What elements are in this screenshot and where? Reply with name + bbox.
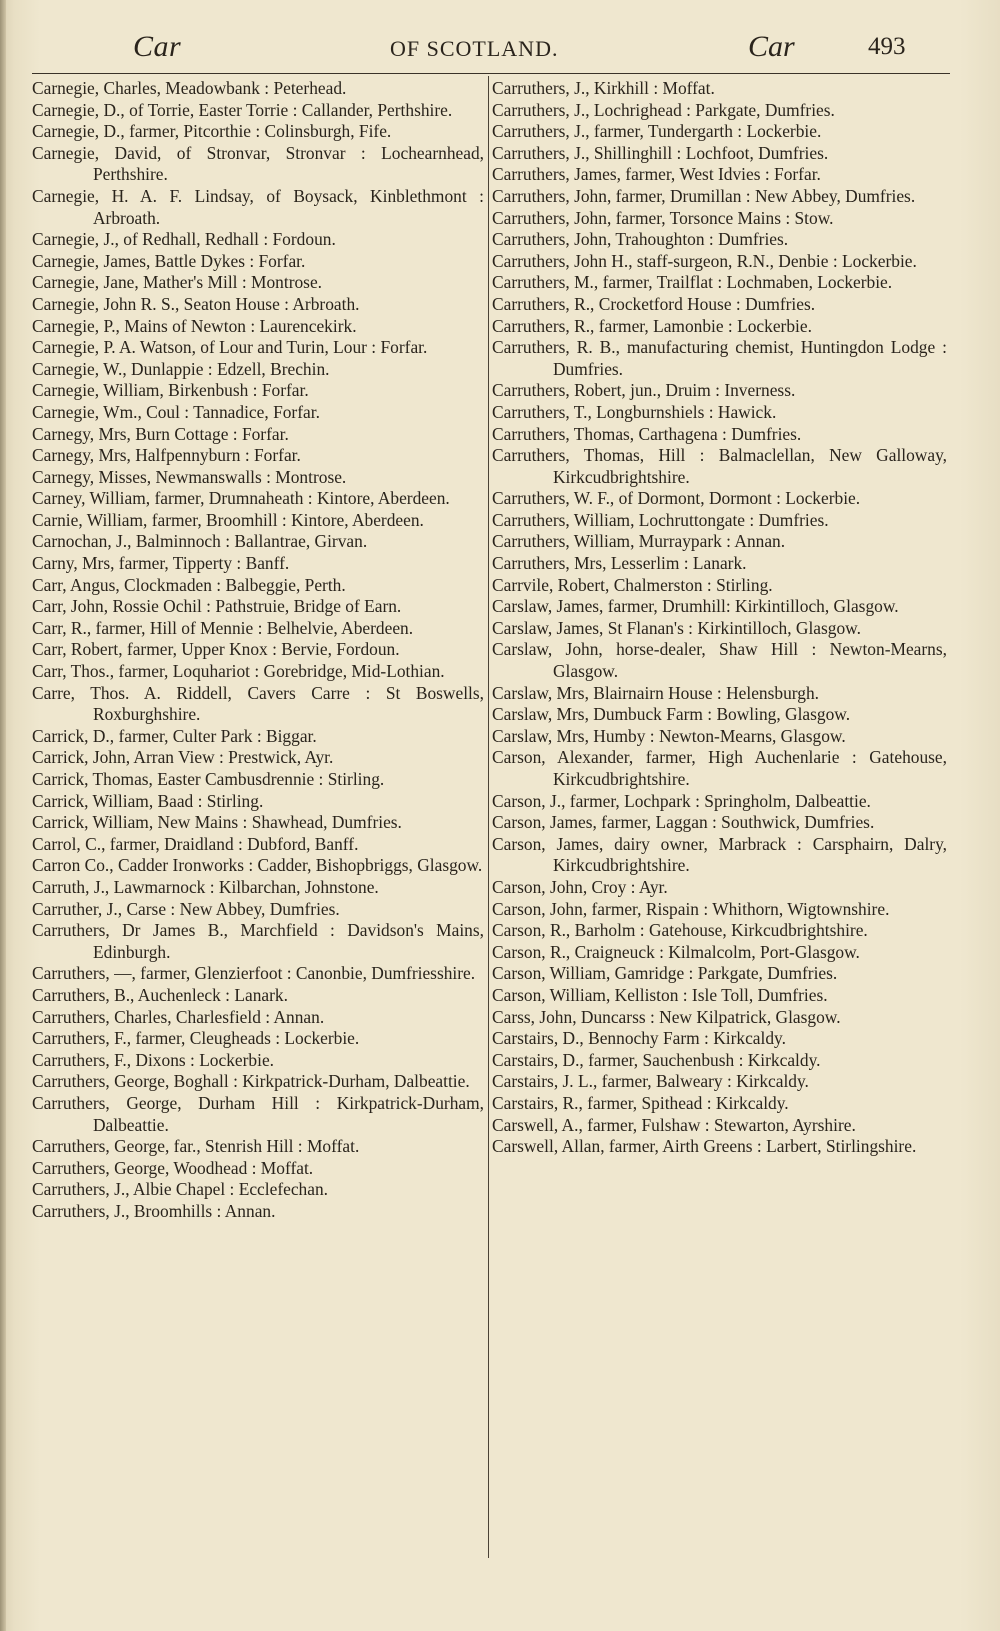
directory-entry: Carson, James, farmer, Laggan : Southwick, Dumfries.	[492, 812, 875, 833]
directory-entry: Carrick, William, Baad : Stirling.	[32, 790, 264, 811]
directory-entry: Carruthers, J., Lochrighead : Parkgate, Dumfries.	[492, 99, 835, 120]
directory-entry: Carslaw, James, St Flanan's : Kirkintilloch, Glasgow.	[492, 617, 861, 638]
directory-entry: Carruthers, B., Auchenleck : Lanark.	[32, 984, 288, 1005]
directory-entry: Carnegie, David, of Stronvar, Stronvar : Lochearnhead, Perthshire.	[32, 142, 484, 185]
directory-entry: Carruthers, Thomas, Hill : Balmaclellan, New Galloway, Kirkcudbrightshire.	[492, 445, 947, 487]
directory-entry: Carnegie, James, Battle Dykes : Forfar.	[32, 250, 306, 271]
directory-entry: Carruthers, J., Broomhills : Annan.	[32, 1200, 276, 1221]
right-column	[492, 78, 947, 1158]
directory-entry: Carson, James, dairy owner, Marbrack : Carsphairn, Dalry, Kirkcudbrightshire.	[492, 833, 947, 876]
running-header	[30, 28, 960, 68]
directory-entry: Carslaw, Mrs, Dumbuck Farm : Bowling, Glasgow.	[492, 704, 851, 725]
directory-entry: Carruthers, R., farmer, Lamonbie : Lockerbie.	[492, 315, 812, 336]
directory-entry: Carruthers, George, far., Stenrish Hill : Moffat.	[32, 1136, 360, 1157]
directory-entry: Carnegie, Wm., Coul : Tannadice, Forfar.	[32, 401, 320, 422]
directory-entry: Carstairs, J. L., farmer, Balweary : Kirkcaldy.	[492, 1071, 809, 1092]
directory-entry: Carruthers, John, Trahoughton : Dumfries.	[492, 229, 789, 250]
directory-entry: Carruther, J., Carse : New Abbey, Dumfries.	[32, 898, 340, 919]
directory-entry: Carruthers, John H., staff-surgeon, R.N., Denbie : Lockerbie.	[492, 250, 917, 271]
directory-entry: Carrick, D., farmer, Culter Park : Biggar.	[32, 725, 317, 746]
directory-entry: Carslaw, James, farmer, Drumhill: Kirkintilloch, Glasgow.	[492, 596, 899, 617]
directory-entry: Carny, Mrs, farmer, Tipperty : Banff.	[32, 553, 290, 574]
header-rule	[32, 73, 950, 74]
directory-entry: Carnegie, William, Birkenbush : Forfar.	[32, 380, 309, 401]
directory-entry: Carruthers, F., farmer, Cleugheads : Lockerbie.	[32, 1028, 360, 1049]
directory-entry: Carson, Alexander, farmer, High Auchenlarie : Gatehouse, Kirkcudbrightshire.	[492, 747, 947, 789]
directory-entry: Carnegie, Charles, Meadowbank : Peterhead.	[32, 78, 347, 98]
directory-entry: Carruthers, R. B., manufacturing chemist, Huntingdon Lodge : Dumfries.	[492, 337, 947, 379]
directory-entry: Carney, William, farmer, Drumnaheath : Kintore, Aberdeen.	[32, 488, 450, 509]
directory-entry: Carslaw, Mrs, Blairnairn House : Helensburgh.	[492, 682, 819, 703]
directory-entry: Carruthers, Charles, Charlesfield : Annan.	[32, 1006, 325, 1027]
directory-entry: Carnochan, J., Balminnoch : Ballantrae, Girvan.	[32, 531, 368, 552]
directory-entry: Carnegy, Mrs, Halfpennyburn : Forfar.	[32, 445, 301, 466]
directory-entry: Carruthers, Mrs, Lesserlim : Lanark.	[492, 553, 747, 574]
directory-entry: Carruthers, M., farmer, Trailflat : Lochmaben, Lockerbie.	[492, 272, 893, 293]
directory-entry: Carnegie, P., Mains of Newton : Laurencekirk.	[32, 315, 357, 336]
directory-entry: Carnegie, W., Dunlappie : Edzell, Brechin.	[32, 358, 330, 379]
directory-entry: Carnegie, John R. S., Seaton House : Arbroath.	[32, 293, 360, 314]
directory-entry: Carrol, C., farmer, Draidland : Dubford, Banff.	[32, 833, 359, 854]
directory-entry: Carr, Robert, farmer, Upper Knox : Bervie, Fordoun.	[32, 639, 400, 660]
directory-entry: Carrick, William, New Mains : Shawhead, Dumfries.	[32, 812, 402, 833]
directory-entry: Carson, John, Croy : Ayr.	[492, 876, 668, 897]
column-divider	[488, 76, 489, 1558]
directory-entry: Carson, William, Gamridge : Parkgate, Dumfries.	[492, 963, 838, 984]
directory-entry: Carnegie, H. A. F. Lindsay, of Boysack, Kinblethmont : Arbroath.	[32, 185, 484, 228]
directory-entry: Carnegie, P. A. Watson, of Lour and Turin, Lour : Forfar.	[32, 337, 428, 358]
directory-entry: Carson, R., Barholm : Gatehouse, Kirkcudbrightshire.	[492, 920, 868, 941]
directory-entry: Carslaw, John, horse-dealer, Shaw Hill : Newton-Mearns, Glasgow.	[492, 639, 947, 682]
directory-entry: Carr, John, Rossie Ochil : Pathstruie, Bridge of Earn.	[32, 596, 402, 617]
directory-entry: Carruthers, J., farmer, Tundergarth : Lockerbie.	[492, 121, 822, 142]
directory-entry: Carruthers, John, farmer, Drumillan : New Abbey, Dumfries.	[492, 185, 916, 206]
directory-entry: Carswell, A., farmer, Fulshaw : Stewarton, Ayrshire.	[492, 1114, 856, 1135]
directory-entry: Carruthers, William, Murraypark : Annan.	[492, 531, 786, 552]
directory-entry: Carruthers, Dr James B., Marchfield : Davidson's Mains, Edinburgh.	[32, 920, 484, 962]
directory-entry: Carruthers, T., Longburnshiels : Hawick.	[492, 401, 777, 422]
directory-entry: Carrvile, Robert, Chalmerston : Stirling.	[492, 574, 773, 595]
directory-entry: Carnegie, Jane, Mather's Mill : Montrose.	[32, 272, 323, 293]
directory-entry: Carnie, William, farmer, Broomhill : Kintore, Aberdeen.	[32, 509, 424, 530]
directory-entry: Carruthers, John, farmer, Torsonce Mains : Stow.	[492, 207, 834, 228]
directory-entry: Carss, John, Duncarss : New Kilpatrick, Glasgow.	[492, 1006, 841, 1027]
directory-entry: Carnegy, Mrs, Burn Cottage : Forfar.	[32, 423, 289, 444]
left-column	[32, 78, 484, 1222]
directory-entry: Carslaw, Mrs, Humby : Newton-Mearns, Glasgow.	[492, 725, 846, 746]
directory-entry: Carnegie, D., farmer, Pitcorthie : Colinsburgh, Fife.	[32, 121, 392, 142]
directory-entry: Carson, William, Kelliston : Isle Toll, Dumfries.	[492, 984, 828, 1005]
directory-entry: Carruthers, George, Durham Hill : Kirkpatrick-Durham, Dalbeattie.	[32, 1092, 484, 1135]
directory-entry: Carruthers, George, Woodhead : Moffat.	[32, 1157, 314, 1178]
directory-entry: Carruthers, J., Kirkhill : Moffat.	[492, 78, 715, 98]
directory-entry: Carson, R., Craigneuck : Kilmalcolm, Port-Glasgow.	[492, 941, 860, 962]
directory-entry: Carnegy, Misses, Newmanswalls : Montrose.	[32, 466, 347, 487]
directory-entry: Carstairs, R., farmer, Spithead : Kirkcaldy.	[492, 1092, 789, 1113]
directory-entry: Carson, J., farmer, Lochpark : Springholm, Dalbeattie.	[492, 790, 871, 811]
directory-entry: Carr, Thos., farmer, Loquhariot : Gorebridge, Mid-Lothian.	[32, 661, 445, 682]
directory-entry: Carruthers, R., Crocketford House : Dumfries.	[492, 293, 816, 314]
directory-entry: Carruthers, —, farmer, Glenzierfoot : Canonbie, Dumfriesshire.	[32, 963, 476, 984]
directory-entry: Carruthers, J., Albie Chapel : Ecclefechan.	[32, 1179, 329, 1200]
directory-entry: Carr, R., farmer, Hill of Mennie : Belhelvie, Aberdeen.	[32, 617, 414, 638]
directory-entry: Carnegie, J., of Redhall, Redhall : Fordoun.	[32, 229, 336, 250]
page-binding-edge	[0, 0, 6, 1631]
directory-entry: Carre, Thos. A. Riddell, Cavers Carre : St Boswells, Roxburghshire.	[32, 682, 484, 725]
directory-entry: Carstairs, D., farmer, Sauchenbush : Kirkcaldy.	[492, 1049, 821, 1070]
directory-entry: Carron Co., Cadder Ironworks : Cadder, Bishopbriggs, Glasgow.	[32, 855, 483, 876]
page-number: 493	[868, 33, 906, 60]
directory-entry: Carruthers, James, farmer, West Idvies : Forfar.	[492, 164, 821, 185]
directory-entry: Carson, John, farmer, Rispain : Whithorn, Wigtownshire.	[492, 898, 890, 919]
directory-entry: Carruth, J., Lawmarnock : Kilbarchan, Johnstone.	[32, 876, 379, 897]
directory-entry: Carrick, Thomas, Easter Cambusdrennie : Stirling.	[32, 769, 385, 789]
directory-entry: Carruthers, W. F., of Dormont, Dormont : Lockerbie.	[492, 488, 861, 509]
directory-entry: Carswell, Allan, farmer, Airth Greens : Larbert, Stirlingshire.	[492, 1136, 917, 1157]
directory-entry: Carruthers, Thomas, Carthagena : Dumfries.	[492, 423, 802, 444]
directory-entry: Carruthers, Robert, jun., Druim : Inverness.	[492, 380, 796, 401]
header-right-guide-word: Car	[748, 30, 795, 63]
directory-entry: Carruthers, George, Boghall : Kirkpatrick-Durham, Dalbeattie.	[32, 1071, 470, 1092]
directory-entry: Carstairs, D., Bennochy Farm : Kirkcaldy.	[492, 1028, 786, 1049]
directory-entry: Carruthers, J., Shillinghill : Lochfoot, Dumfries.	[492, 142, 829, 163]
header-left-guide-word: Car	[133, 30, 182, 63]
directory-entry: Carnegie, D., of Torrie, Easter Torrie : Callander, Perthshire.	[32, 99, 453, 120]
directory-entry: Carrick, John, Arran View : Prestwick, Ayr.	[32, 747, 334, 768]
directory-entry: Carruthers, William, Lochruttongate : Dumfries.	[492, 509, 829, 530]
header-title: OF SCOTLAND.	[390, 36, 559, 61]
directory-entry: Carruthers, F., Dixons : Lockerbie.	[32, 1049, 275, 1070]
directory-entry: Carr, Angus, Clockmaden : Balbeggie, Perth.	[32, 574, 346, 595]
